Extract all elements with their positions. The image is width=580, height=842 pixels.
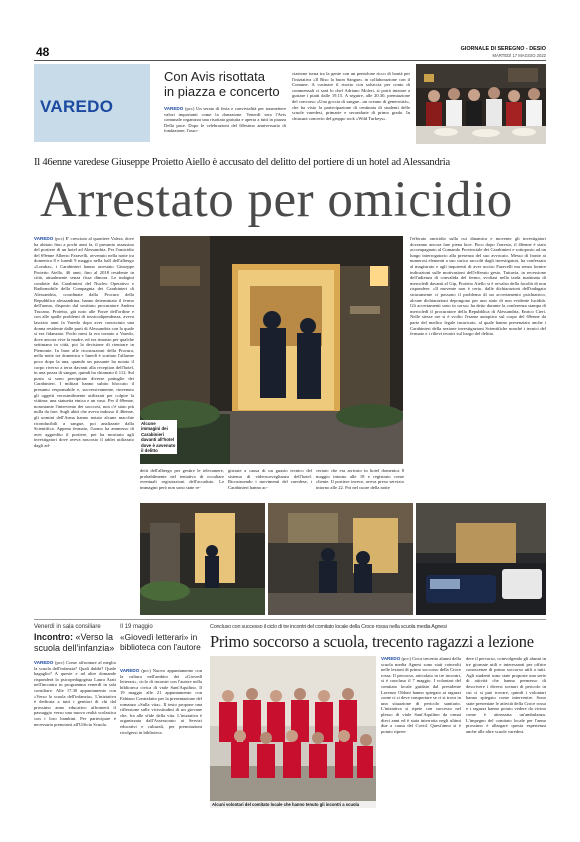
- main-col1-text: (pcc) E' cresciuto al quartiere Valera, dove ha abitato fino a pochi anni fa, il presunto assassino del portiere di un hotel ad Alessandria. Per l'omicidio del 69enne Alberto Faravelli, avvenuto nella notte tra domenica 8 e lunedì 9 maggio nella hall dell'albergo «Londra», i Carabinieri hanno arrestato Giuseppe Proietto Aiello, 46 anni, fino al 2018 residente in città, attualmente senza fissa dimora. Le indagini condotte dai Carabinieri del Nucleo Operativo e Radiomobile della Compagnia dei Carabinieri di Alessandria, coordinate dalla Procura della Repubblica alessandrina, hanno determinato il fermo dell'uomo, disposto dal sostituto procuratore Andrea Trucano. Proietto, già noto alle Forze dell'ordine e con alle spalle problemi di tossicodipendenza, aveva lasciato anni fa Varedo dopo aver conosciuto una donna residente dalle parti di Alessandria con la quale si era fidanzato. Pochi mesi fa era tornato a Varedo, dove ancora vive la madre, ed era rimasto per qualche settimana in città, poi la decisione di rientrare in Piemonte. In base alle ricostruzioni della Procura, nella notte tra domenica e lunedì è scattato l'allarme poco dopo la una, quando un passante ha notato il corpo riverso a terra davanti alla reception dell'hotel, in una pozza di sangue, quindi ha chiamato il 112. Sul posto si sono precipitate diverse pattuglie dei Carabinieri. I militari hanno subito bloccato il presunto responsabile e, successivamente, rinvenuto gli oggetti verosimilmente utilizzati per colpire la vittima: una statuetta etnica e un vaso. Per il 69enne, nonostante l'intervento dei soccorsi, non c'è stato più nulla da fare. Sugli abiti che aveva indosso il 46enne, gli uomini dell'Arma hanno notato alcune macchie riconducibili a sangue, poi analizzate dalla Scientifica. Appena fermato, l'uomo ha ammesso di aver aggredito il portiere, poi ha mostrato agli investigatori dove aveva nascosto il tablet utilizzato dagli ad-: [34, 236, 134, 448]
- giovedi-body-text: (pcc) Nuovo appuntamento con la cultura nell'ambito dei «Giovedì letterari», ciclo di incontri con l'autore nella biblioteca civica di viale Sant'Aquilino. Il 19 maggio alle 21 appuntamento con Fabiano Contrafatto per la presentazione del romanzo «Sulla vita». Il testo propone una riflessione sulle vicissitudini di un giovane che, fra alle sfide della vita. L'iniziativa è organizzata dall'Assessorato ai Servizi educativi e culturali, per prenotazioni rivolgersi in biblioteca.: [120, 668, 202, 735]
- incontro-body: [34, 660, 116, 808]
- main-col2c: certato che era arrivato in hotel domenica 8 maggio intorno alle 18 e registrato come cliente. Il portiere invece, aveva preso servizio intorno alle 22. Poi nel cuore della notte: [316, 468, 404, 490]
- incontro-title-prefix: Incontro:: [34, 632, 73, 642]
- hotel-entrance-photo: [140, 236, 403, 464]
- incontro-title: [34, 632, 116, 653]
- giovedi-body: [120, 668, 202, 808]
- carabinieri-photo-3: [416, 503, 546, 615]
- main-subtitle: Il 46enne varedese Giuseppe Proietto Aiello è accusato del delitto del portiere di un hotel ad Alessandria: [34, 157, 450, 168]
- newspaper-name: GIORNALE DI SEREGNO - DESIO: [460, 46, 546, 52]
- primo-title: Primo soccorso a scuola, trecento ragazzi a lezione: [210, 632, 534, 651]
- issue-date: MARTEDÌ 17 MAGGIO 2022: [492, 53, 546, 58]
- main-headline: Arrestato per omicidio: [40, 172, 513, 228]
- giovedi-kicker-line: Il 19 maggio: [120, 624, 153, 630]
- section-label: VAREDO: [40, 97, 114, 116]
- incontro-kicker-line: Venerdì in sala consiliare: [34, 624, 101, 630]
- incontro-title-rest: «Verso la scuola dell'infanzia»: [34, 632, 115, 653]
- header-rule: [34, 60, 546, 61]
- carabinieri-photo-2: [268, 503, 413, 615]
- giovedi-title: «Giovedì letterari» in biblioteca con l'autore: [120, 632, 201, 652]
- main-kicker: VAREDO: [34, 236, 54, 241]
- carabinieri-photo-1: [140, 503, 265, 615]
- bottom-separator: [34, 619, 546, 620]
- avis-col2: ciazione torna tra la gente con un pentolone ricco di bontà per l'iniziativa «Il Riso la buon Sangue» in collaborazione con il Comune. A cucinare il risotto con salsiccia per conto di commensali ci sarà lo chef Adriano Moleri, si potrà iniziare a gustare i piatti dalle 19.15. A seguire, alle 20.30, premiazione del concorso «Una goccia di sangue...un oceano di generosità», che ha visto la partecipazione di centinaia di studenti delle scuole varedesi, primarie e secondarie di primo grado. In chiusura concerto del gruppo rock «Wild Turkeys».: [292, 71, 410, 121]
- incontro-kicker: VAREDO: [34, 660, 54, 665]
- primo-kicker: VAREDO: [381, 656, 401, 661]
- main-col1: [34, 236, 134, 636]
- primo-col2: dere il percorso, coinvolgendo gli alunni in tre giornate utili e interessanti per offrire conoscenze di primo soccorso utili a tutti. Agli studenti sono state proposte una serie di attività che hanno permesso di descrivere i diversi scenari di pericolo in cui ci si può trovare, quindi i volontari hanno spiegato come intervenire. Sono state presentate le attività della Croce rossa e i ragazzi hanno potuto vedere da vicino come è attrezzata un'ambulanza. L'impegno del comitato locale per l'anno prossimo è allargare questa esperienza anche alle altre scuole varedesi.: [466, 656, 546, 734]
- primo-kicker-line: Concluso con successo il ciclo di tre incontri del comitato locale della Croce rossa nella scuola media Agnesi: [210, 624, 447, 630]
- main-col4: l'efferato omicidio sulla cui dinamica e movente gli investigatori dovranno ancora fare piena luce. Poco dopo l'arresto, il 46enne è stato accompagnato al Comando Provinciale dei Carabinieri e sottoposto ad un lungo interrogatorio alla presenza del suo avvocato. Messo di fronte ai numerosi elementi a suo carico raccolti dagli investigatori, ha confessato al magistrato e agli inquirenti di aver ucciso Faravelli ma senza fornire indicazioni sulle motivazioni dell'efferato gesto. Tuttavia, in recessione dell'udienza di convalida del fermo, svoltasi nella tarda mattinata di mercoledì davanti al Gip, Proietto Aiello si è avvalso della facoltà di non rispondere. «Il movente non è certo, dalle dichiarazioni dell'indagato sicuramente ci possono il problema di un accertamento psichiatrico, alcune dichiarazioni depongono per uno stato di non evidente lucidità. Gli accertamenti sono in corso» ha detto durante la conferenza stampa di mercoledì il procuratore della Repubblica di Alessandria, Enrico Cieri. Nelle stesse ore si è svolto l'esame autoptico sul corpo del 69enne da parte del medico legale incaricato, al quale hanno presenziato anche i Carabinieri della sezione investigazioni Scientifiche nonché i tecnici del fermato e i rilievi tecnici sul luogo del delitto.: [410, 236, 546, 337]
- primo-photo-caption: Alcuni volontari del comitato locale che hanno tenuto gli incontri a scuola: [210, 801, 376, 808]
- giovedi-kicker: VAREDO: [120, 668, 140, 673]
- primo-col1: [381, 656, 461, 808]
- incontro-body-text: (pcc) Come affrontare al meglio la scuola dell'infanzia? Quali dubbi? Quale bagaglio? A queste e ad altre domande risponderà la psicopedagogista Laura Arati nell'incontro in programma venerdì in sala consiliare. Alle 17.30 appuntamento con «Verso la scuola dell'infanzia». L'iniziativa è dedicata a tutti i genitori di chi dal prossimo anno educativo affronterà il passaggio verso una nuova realtà scolastica con i loro bambini. Per partecipare è necessaria prenotarsi all'Ufficio Scuola.: [34, 660, 116, 727]
- avis-title-line2: in piazza e concerto: [164, 84, 280, 99]
- main-photo-caption: Alcune immagini dei Carabinieri davanti all'hotel dove è avvenuto il delitto: [141, 421, 176, 454]
- avis-title-line1: Con Avis risottata: [164, 69, 265, 84]
- avis-col1-text: (pcc) Un serata di festa e convivialità per trasmettere valori importanti come la donazione. Venerdì sera l'Avis comunale organizza una risottata gratuita e aperta a tutti in piazza Della pace. Dopo le celebrazioni del 60esimo anniversario di fondazione, l'asso-: [164, 106, 286, 134]
- primo-col1-text: (pcc) Circa trecento alunni della scuola media Agnesi sono stati coinvolti nelle lezioni di primo soccorso della Croce rossa. Il percorso, articolato in tre incontri, si è concluso il 7 maggio. I volontari del comitato locale guidato dal presidente Lorenzo Oldoni hanno spiegato ai ragazzi come ci si deve comportare se ci si trova in una situazione di pericolo sanitario. L'iniziativa si ripete con successo nel plesso di viale Sant'Aquilino da ormai dieci anni ed è stata interrotta negli ultimi due a causa del Covid. Quest'anno si è potuto ripren-: [381, 656, 461, 734]
- avis-col1: [164, 106, 286, 142]
- main-col2b: gistrate a causa di un guasto tecnico del sistema di videosorveglianza dell'hotel. Ricostruendo i movimenti del varedese, i Carabinieri hanno ac-: [228, 468, 312, 490]
- avis-kicker: VAREDO: [164, 106, 184, 111]
- croce-rossa-photo: [210, 656, 376, 808]
- main-col2a: detti dell'albergo per gestire le telecamere, probabilmente nel tentativo di occultare eventuali registrazioni dell'accaduto. Le immagini però non sono state re-: [140, 468, 224, 490]
- page-number: 48: [36, 45, 50, 59]
- avis-photo: [416, 64, 546, 144]
